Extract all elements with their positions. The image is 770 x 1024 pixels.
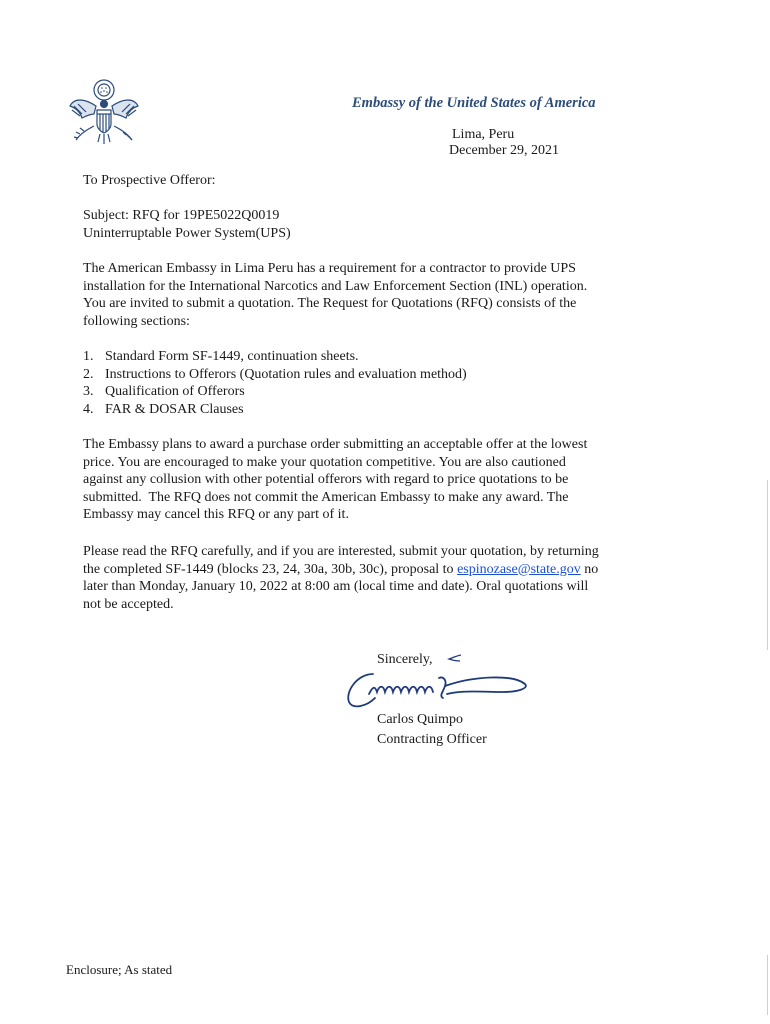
sections-list: [83, 348, 467, 418]
list-text: Standard Form SF-1449, continuation sheets.: [105, 349, 359, 364]
city: Lima, Peru: [452, 127, 515, 142]
instructions-line: [83, 561, 653, 579]
instructions-line: later than Monday, January 10, 2022 at 8:00 am (local time and date). Oral quotations will: [83, 579, 589, 594]
sincerely: Sincerely,: [377, 652, 433, 667]
intro-line: installation for the International Narcotics and Law Enforcement Section (INL) operation.: [83, 278, 588, 294]
enclosure-note: Enclosure; As stated: [66, 962, 173, 977]
instructions-line: not be accepted.: [83, 596, 174, 612]
list-number: 1.: [83, 349, 94, 364]
signature-icon: [343, 664, 533, 714]
list-item: [83, 366, 467, 384]
subject-block: [83, 207, 653, 242]
list-text: Instructions to Offerors (Quotation rules and evaluation method): [105, 366, 467, 382]
signatory-name: Carlos Quimpo: [377, 712, 463, 727]
instructions-text: the completed SF-1449 (blocks 23, 24, 30a, 30b, 30c), proposal to: [83, 561, 458, 577]
list-text: Qualification of Offerors: [105, 384, 245, 399]
award-line: Embassy may cancel this RFQ or any part of it.: [83, 507, 349, 522]
list-item: [83, 401, 467, 419]
intro-paragraph: [83, 260, 653, 330]
intro-line: following sections:: [83, 313, 190, 329]
subject-line: Subject: RFQ for 19PE5022Q0019: [83, 208, 280, 223]
great-seal-icon: [66, 76, 142, 154]
award-line: price. You are encouraged to make your quotation competitive. You are also cautioned: [83, 454, 566, 470]
page-edge-mark: [767, 955, 768, 1015]
signatory-block: [377, 710, 487, 750]
award-line: submitted. The RFQ does not commit the American Embassy to make any award. The: [83, 489, 569, 505]
list-item: [83, 383, 467, 401]
place-and-date: [449, 127, 559, 159]
salutation: To Prospective Offeror:: [83, 173, 216, 188]
instructions-paragraph: [83, 543, 653, 613]
instructions-text: no: [580, 561, 599, 577]
list-number: 3.: [83, 384, 94, 399]
award-line: against any collusion with other potential offerors with regard to price quotations to be: [83, 472, 569, 487]
intro-line: The American Embassy in Lima Peru has a requirement for a contractor to provide UPS: [83, 261, 576, 276]
pen-tick-mark: [447, 652, 463, 664]
award-line: The Embassy plans to award a purchase order submitting an acceptable offer at the lowest: [83, 437, 588, 452]
email-link[interactable]: espinozase@state.gov: [457, 561, 581, 577]
signatory-title: Contracting Officer: [377, 732, 487, 747]
award-paragraph: [83, 436, 653, 524]
list-number: 2.: [83, 366, 94, 382]
letter-date: December 29, 2021: [449, 143, 560, 158]
intro-line: You are invited to submit a quotation. The Request for Quotations (RFQ) consists of the: [83, 296, 577, 311]
instructions-line: Please read the RFQ carefully, and if you are interested, submit your quotation, by returning: [83, 544, 599, 559]
list-item: [83, 348, 467, 366]
subject-title: Uninterruptable Power System(UPS): [83, 225, 291, 241]
embassy-name: Embassy of the United States of America: [352, 95, 596, 111]
list-text: FAR & DOSAR Clauses: [105, 401, 244, 417]
page-edge-mark: [767, 480, 768, 650]
list-number: 4.: [83, 401, 94, 417]
